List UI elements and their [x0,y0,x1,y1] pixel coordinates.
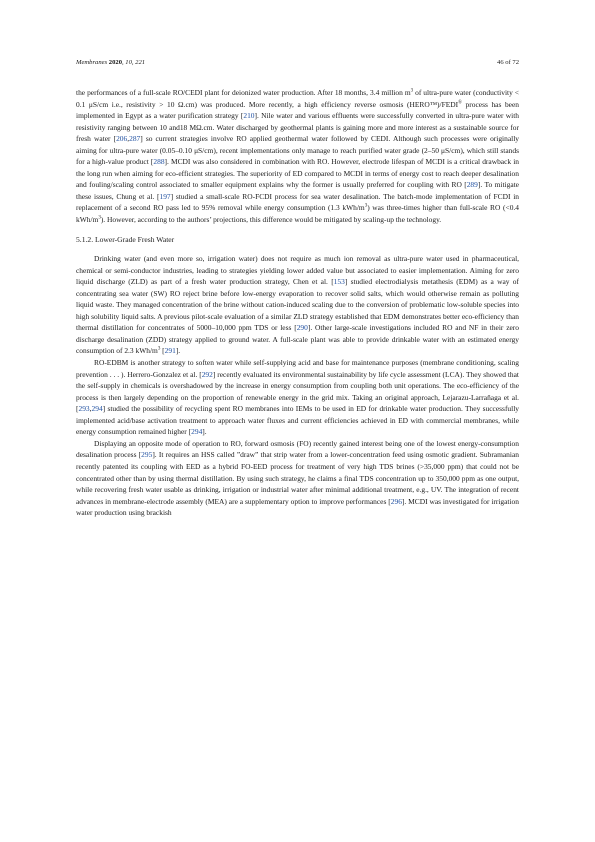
paragraph: the performances of a full-scale RO/CEDI plant for deionized water production. After 18 months, 3.4 million $m^3$ of ultra-pure water (conductivity < 0.1 μS/cm i.e., resistivity > 10 Ω.cm) was produced. More recently, a high efficiency reverse osmosis (HERO™)/FEDI® process has been implemented in Egypt as a water purification strategy [210]. Nile water and various effluents were successfully converted in ultra-pure water with resistivity ranging between 10 and18 MΩ.cm. Water discharged by geothermal plants is gaining more and more interest as a sustainable source for fresh water [206,287] so current strategies involve RO applied geothermal water followed by CEDI. Although such processes were originally aiming for ultra-pure water (0.05–0.10 μS/cm), recent implementations only manage to reach purified water grade (2–50 μS/cm), which still stands for a high-value product [288]. MCDI was also considered in combination with RO. However, electrode lifespan of MCDI is a critical drawback in the long run when aiming for eco-efficient strategies. The superiority of ED compared to MCDI in terms of energy cost to reach deeper desalination and fouling/scaling control associated to smaller equipment explains why the former is usually preferred for coupling with RO [289]. To mitigate these issues, Chung et al. [197] studied a small-scale RO-FCDI process for sea water desalination. The batch-mode implementation of FCDI in replacement of a second RO pass led to 95% removal while energy consumption (1.3 kWh/$m^3$) was three-times higher than full-scale RO (<0.4 kWh/$m^3$). However, according to the authors’ projections, this difference would be mitigated by scaling-up the technology. [76,88,520,225]
paragraph: Drinking water (and even more so, irrigation water) does not require as much ion removal as ultra-pure water used in pharmaceutical, chemical or semi-conductor industries, leading to strategies yielding lower added value but associated to easier implementation. Aiming for zero liquid discharge (ZLD) as part of a fresh water production strategy, Chen et al. [153] studied electrodialysis metathesis (EDM) as a way of concentrating sea water (SW) RO reject brine before low-energy evaporation to recover solid salts, which would otherwise remain as polluting liquid waste. They managed concentration of the brine without cation-induced scaling due to the conversion of problematic low-soluble species into high solubility liquid salts. A previous pilot-scale evaluation of a similar ZLD strategy established that EDM demonstrates better eco-efficiency than thermal distillation for concentrates of 5000–10,000 ppm TDS or less [290]. Other large-scale investigations included RO and NF in their zero discharge desalination (ZDD) strategy applied to ground water. A full-scale plant was able to provide drinkable water with an estimated energy consumption of 2.3 kWh/$m^3$ [291]. [76,254,519,356]
paragraph: RO-EDBM is another strategy to soften water while self-supplying acid and base for maintenance purposes (membrane conditioning, scaling prevention . . . ). Herrero-Gonzalez et al. [292] recently evaluated its environmental sustainability by life cycle assessment (LCA). They showed that the self-supply in chemicals is overshadowed by the increase in energy consumption from coupling both unit operations. The eco-efficiency of the process is then largely depending on the proportion of renewable energy in the grid mix. Taking an original approach, Lejarazu-Larrañaga et al. [293,294] studied the possibility of recycling spent RO membranes into IEMs to be used in ED for drinkable water production. They successfully implemented acid/base activation treatment to approach water fluxes and current efficiencies achieved in ED with commercial membranes, while energy consumption remained higher [294]. [76,358,519,437]
section-heading: 5.1.2. Lower-Grade Fresh Water [76,234,175,244]
citation-link[interactable]: 288 [153,157,165,167]
citation-link[interactable]: 290 [296,323,308,333]
citation-link[interactable]: 293 [78,404,90,414]
article-body [76,87,519,519]
paragraph: Displaying an opposite mode of operation to RO, forward osmosis (FO) recently gained interest being one of the lowest energy-consumption desalination process [295]. It requires an HSS called ”draw” that strip water from a lower-concentration feed using osmotic gradient. Subramanian recently patented its coupling with EED as a hybrid FO-EED process for treatment of very high TDS brines (>35,000 ppm) that could not be concentrated other than by using thermal distillation. By using such strategy, he claims a final TDS concentration up to 350,000 ppm as one output, while recovering fresh water usable as drinking, irrigation or industrial water after minimal additional treatment, e.g., UV. The integration of recent advances in membrane-electrode assembly (MEA) are a supplementary option to improve performances [296]. MCDI was investigated for irrigation water production using brackish [76,438,519,518]
citation-link[interactable]: 292 [201,369,213,379]
citation-link[interactable]: 294 [191,427,203,437]
journal-year: 2020 [108,58,122,66]
running-header [76,56,519,68]
citation-link[interactable]: 296 [390,496,402,506]
journal-citation [76,59,145,66]
citation-link[interactable]: 153 [333,277,345,287]
citation-link[interactable]: 291 [164,346,176,356]
citation-link[interactable]: 295 [141,450,153,460]
citation-link[interactable]: 287 [129,134,141,144]
citation-link[interactable]: 210 [243,111,255,121]
journal-volume-issue: , 10, 221 [121,58,146,66]
journal-name: Membranes [76,58,108,66]
page-number: 46 of 72 [497,58,519,66]
citation-link[interactable]: 197 [159,191,171,201]
citation-link[interactable]: 294 [91,404,103,414]
citation-link[interactable]: 289 [466,180,478,190]
citation-link[interactable]: 206 [116,134,128,144]
